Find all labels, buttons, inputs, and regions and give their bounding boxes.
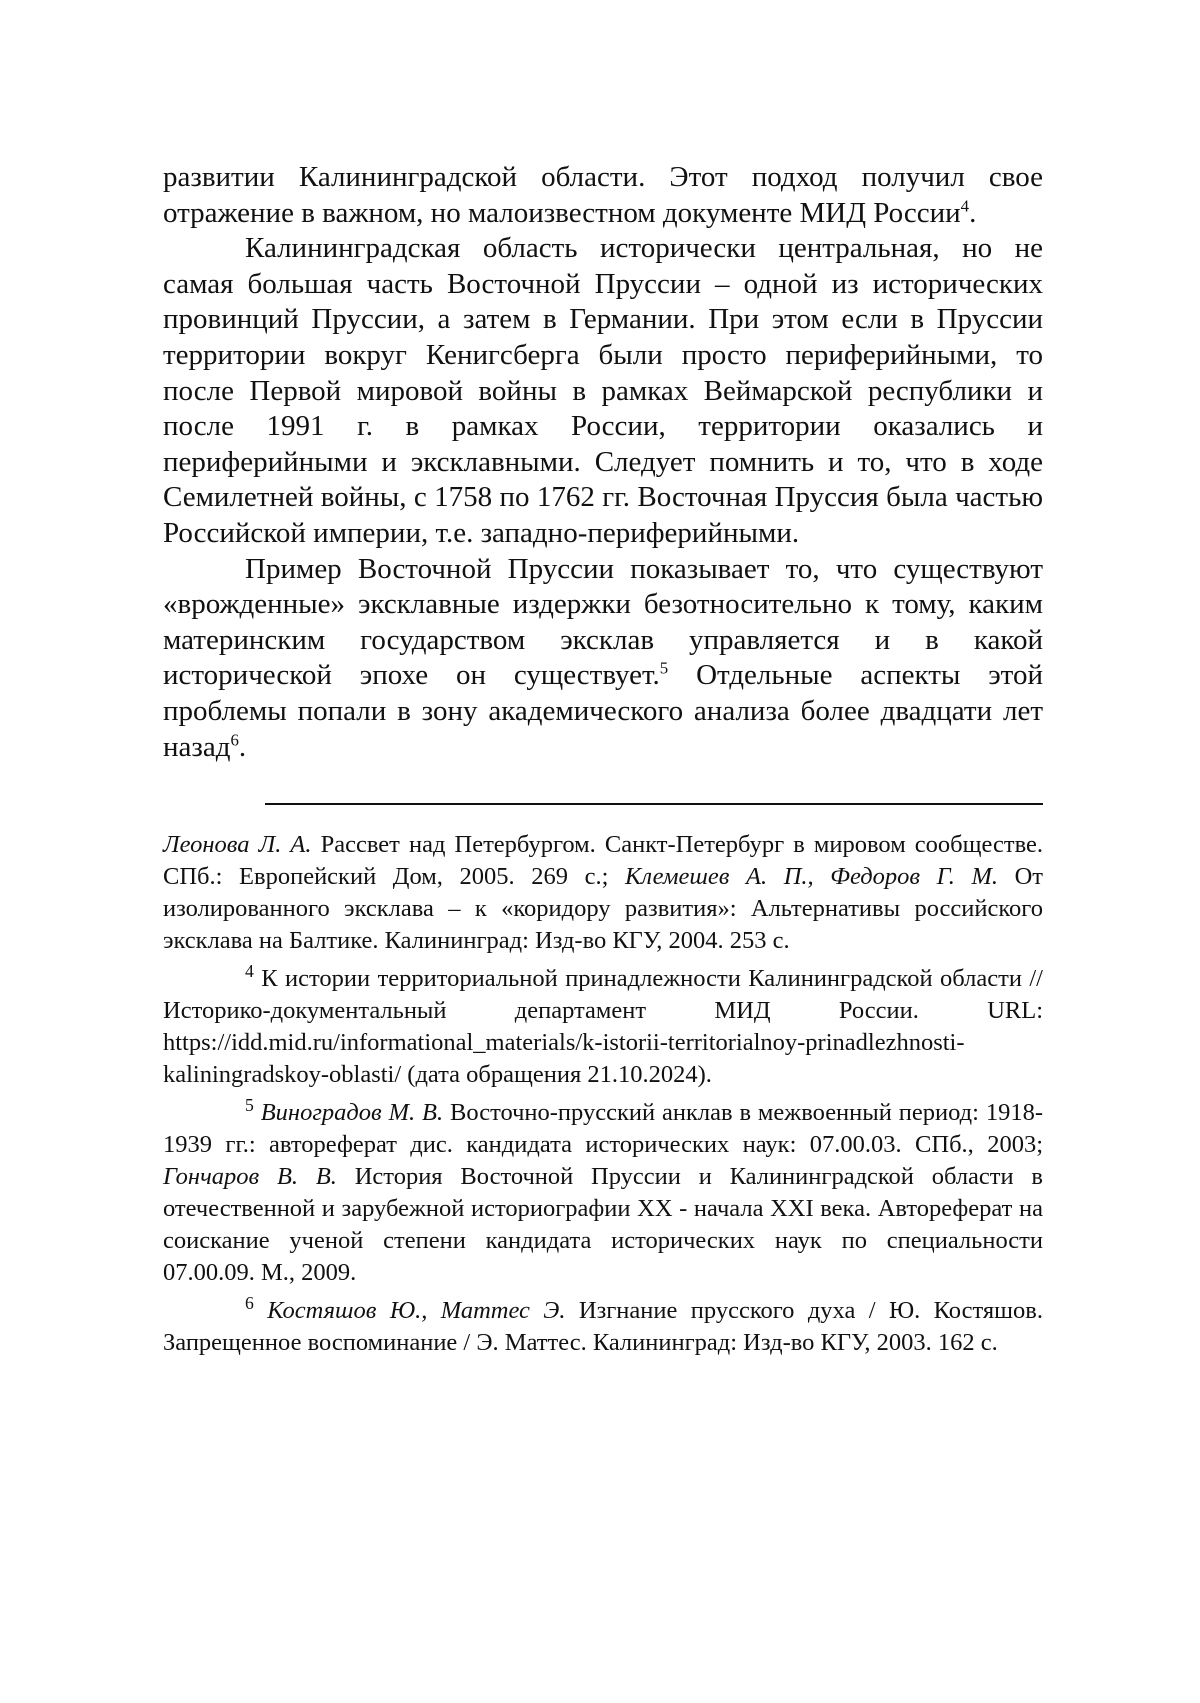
document-page [163, 160, 1043, 1365]
footnote-text: К истории территориальной принадлежности Калининградской области // Историко-документальный департамент МИД России. URL: https://idd.mid.ru/informational_materials/k-istorii-territorialnoy-prinadlezhnosti-kaliningradskoy-oblasti/ (дата обращения 21.10.2024). [163, 965, 1043, 1088]
paragraph-2: Калининградская область исторически центральная, но не самая большая часть Восточной Пруссии – одной из исторических провинций Пруссии, а затем в Германии. При этом если в Пруссии территории вокруг Кенигсберга были просто периферийными, то после Первой мировой войны в рамках Веймарской республики и после 1991 г. в рамках России, территории оказались и периферийными и эксклавными. Следует помнить и то, что в ходе Семилетней войны, с 1758 по 1762 гг. Восточная Пруссия была частью Российской империи, т.е. западно-периферийными. [163, 231, 1043, 551]
footnote-author: Гончаров В. В. [163, 1163, 337, 1190]
footnote-author: Костяшов Ю., Маттес Э. [267, 1297, 565, 1324]
footnote-author: Леонова Л. А. [163, 831, 312, 858]
paragraph-1 [163, 160, 1043, 231]
paragraph-3-text-b: Отдельные аспекты этой проблемы попали в зону академического анализа более двадцати лет назад [163, 659, 1043, 762]
footnotes [163, 829, 1043, 1359]
footnote-text: Рассвет над Петербургом. Санкт-Петербург в мировом сообществе. СПб.: Европейский Дом, 2005. 269 с.; [163, 831, 1043, 890]
footnote-ref-4: 4 [961, 196, 969, 215]
paragraph-3-end: . [239, 731, 246, 763]
footnote-number: 6 [245, 1293, 254, 1313]
paragraph-3-text-a: Пример Восточной Пруссии показывает то, что существуют «врожденные» эксклавные издержки безотносительно к тому, каким материнским государством эксклав управляется и в какой исторической эпохе он существует. [163, 553, 1043, 692]
footnote-text: Изгнание прусского духа / Ю. Костяшов. Запрещенное воспоминание / Э. Маттес. Калининград: Изд-во КГУ, 2003. 162 с. [163, 1297, 1043, 1356]
footnote-text: История Восточной Пруссии и Калининградской области в отечественной и зарубежной историографии XX - начала XXI века. Автореферат на соискание ученой степени кандидата исторических наук по специальности 07.00.09. М., 2009. [163, 1163, 1043, 1286]
footnote-ref-6: 6 [230, 730, 238, 749]
footnote-text: От изолированного эксклава – к «коридору развития»: Альтернативы российского эксклава на Балтике. Калининград: Изд-во КГУ, 2004. 253 с. [163, 863, 1043, 954]
footnote-author: Виноградов М. В. [261, 1099, 443, 1126]
footnote-6 [163, 1295, 1043, 1359]
footnote-continuation [163, 829, 1043, 957]
footnote-5 [163, 1097, 1043, 1289]
footnote-author: Клемешев А. П., Федоров Г. М. [625, 863, 998, 890]
footnote-ref-5: 5 [660, 659, 668, 678]
paragraph-1-end: . [969, 197, 976, 229]
footnote-separator [265, 803, 1043, 805]
main-text [163, 160, 1043, 765]
footnote-number: 5 [245, 1095, 254, 1115]
paragraph-3 [163, 552, 1043, 766]
footnote-number: 4 [245, 961, 254, 981]
footnote-4 [163, 963, 1043, 1091]
footnote-text: Восточно-прусский анклав в межвоенный период: 1918-1939 гг.: автореферат дис. кандидата исторических наук: 07.00.03. СПб., 2003; [163, 1099, 1043, 1158]
paragraph-1-text: развитии Калининградской области. Этот подход получил свое отражение в важном, но малоизвестном документе МИД России [163, 161, 1043, 229]
